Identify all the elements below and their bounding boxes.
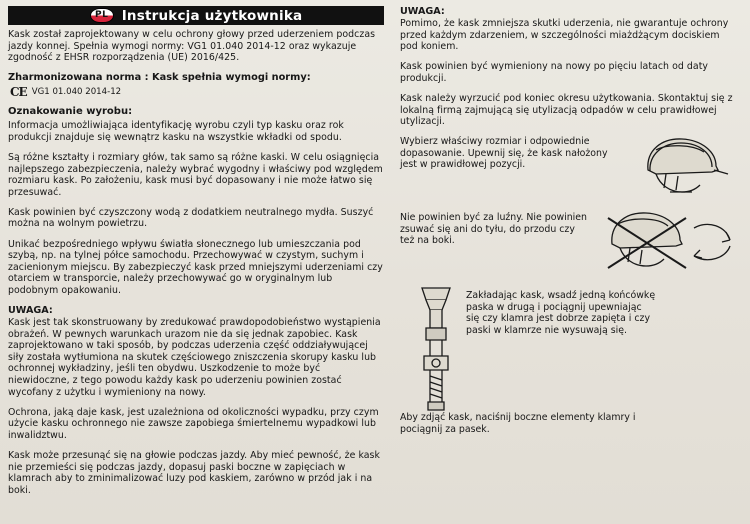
figure-row-buckle-release bbox=[400, 412, 740, 442]
marking-heading: Oznakowanie wyrobu: bbox=[8, 106, 133, 118]
cleaning-paragraph: Kask powinien być czyszczony wodą z dodatkiem neutralnego mydła. Suszyć można na wolnym powietrzu. bbox=[8, 206, 374, 230]
ce-mark-row bbox=[10, 85, 384, 99]
storage-paragraph: Unikać bezpośredniego wpływu światła słonecznego lub umieszczania pod szybą, np. na tylnej półce samochodu. Przechowywać w czystym, suchym i zacienionym miejscu. By zabezpieczyć kask przed mniejszymi uderzeniami czy otarciem w transporcie, należy przechowywać go w oryginalnym lub podobnym opakowaniu. bbox=[8, 238, 383, 296]
left-warning-paragraph-3: Kask może przesunąć się na głowie podczas jazdy. Aby mieć pewność, że kask nie przemieści się podczas jazdy, dopasuj paski boczne w zapięciach w klamrach aby to zminimalizować luzy pod kaskiem, zarówno w przód jak i na boki. bbox=[8, 449, 380, 496]
figure-text-loose-crossed: Nie powinien być za luźny. Nie powinien zsuwać się ani do tyłu, do przodu czy też na boki. bbox=[400, 212, 587, 247]
replacement-paragraph: Kask powinien być wymieniony na nowy po pięciu latach od daty produkcji. bbox=[400, 61, 709, 84]
norm-heading-row bbox=[8, 72, 384, 84]
helmet-loose-crossed-icon bbox=[590, 202, 740, 274]
disposal-paragraph: Kask należy wyrzucić pod koniec okresu użytkowania. Skontaktuj się z lokalną firmą zajmującą się utylizacją odpadów w celu prawidłowej utylizacji. bbox=[400, 92, 733, 128]
norm-heading-2: Kask spełnia wymogi normy: bbox=[152, 72, 311, 84]
title-bar bbox=[8, 6, 384, 25]
figure-text-buckle-release: Aby zdjąć kask, naciśnij boczne elementy klamry i pociągnij za pasek. bbox=[400, 412, 636, 435]
right-warning-paragraph: Pomimo, że kask zmniejsza skutki uderzenia, nie gwarantuje ochrony przed każdym zdarzeniem, w szczególności miażdżącym dociskiem pod koniem. bbox=[400, 18, 729, 53]
right-column bbox=[392, 0, 750, 442]
buckle-fasten-icon bbox=[406, 284, 466, 414]
marking-paragraph: Informacja umożliwiająca identyfikację wyrobu czyli typ kasku oraz rok produkcji znajduje się wewnątrz kasku na wszystkie wkładki od spodu. bbox=[8, 120, 344, 143]
figure-row-correct-fit bbox=[400, 136, 740, 198]
figure-row-buckle-fasten bbox=[400, 290, 740, 410]
ce-norm-text: VG1 01.040 2014-12 bbox=[31, 87, 122, 98]
helmet-correct-fit-icon bbox=[626, 130, 736, 198]
right-warning-label: UWAGA: bbox=[400, 6, 445, 17]
figure-text-buckle-fasten: Zakładając kask, wsadź jedną końcówkę paska w drugą i pociągnij upewniając się czy klamra jest dobrze zapięta i czy paski w klamrze nie wysuwają się. bbox=[466, 290, 656, 337]
left-warning-paragraph-2: Ochrona, jaką daje kask, jest uzależniona od okoliczności wypadku, przy czym użycie kasku ochronnego nie zawsze zapobiega śmiertelnemu wypadkowi lub inwalidztwu. bbox=[8, 406, 379, 441]
intro-paragraph: Kask został zaprojektowany w celu ochrony głowy przed uderzeniem podczas jazdy konnej. Spełnia wymogi normy: VG1 01.040 2014-12 oraz wykazuje zgodność z EHSR rozporządzenia (UE) 2016/425. bbox=[8, 29, 376, 64]
poland-flag-icon: PL bbox=[90, 8, 114, 23]
norm-heading: Zharmonizowana norma : bbox=[8, 72, 149, 84]
fit-paragraph: Są różne kształty i rozmiary głów, tak samo są różne kaski. W celu osiągnięcia najlepszego zabezpieczenia, należy wybrać wygodny i właściwy pod względem rozmiaru kask. Po założeniu, kask musi być dopasowany i nie może łatwo się przesuwać. bbox=[8, 151, 383, 198]
left-warning-label: UWAGA: bbox=[8, 305, 53, 316]
ce-icon: CE bbox=[10, 85, 27, 100]
figure-row-loose-crossed bbox=[400, 212, 740, 280]
figure-text-correct-fit: Wybierz właściwy rozmiar i odpowiednie dopasowanie. Upewnij się, że kask nałożony jest w prawidłowej pozycji. bbox=[400, 136, 608, 171]
left-warning-paragraph-1: Kask jest tak skonstruowany by zredukować prawdopodobieństwo wystąpienia obrażeń. W pewnych warunkach urazom nie da się jednak zapobiec. Kask zaprojektowano w taki sposób, by podczas uderzenia część oddziaływującej siły została wytłumiona na skutek częściowego zniszczenia skorupy kasku lub ochronnej wykładziny, jeśli ten obydwu. Uszkodzenie to może być niewidoczne, z tego powodu każdy kask po uderzeniu powinien zostać wycofany z użytku i wymieniony na nowy. bbox=[8, 317, 381, 398]
page-title: Instrukcja użytkownika bbox=[121, 7, 303, 24]
